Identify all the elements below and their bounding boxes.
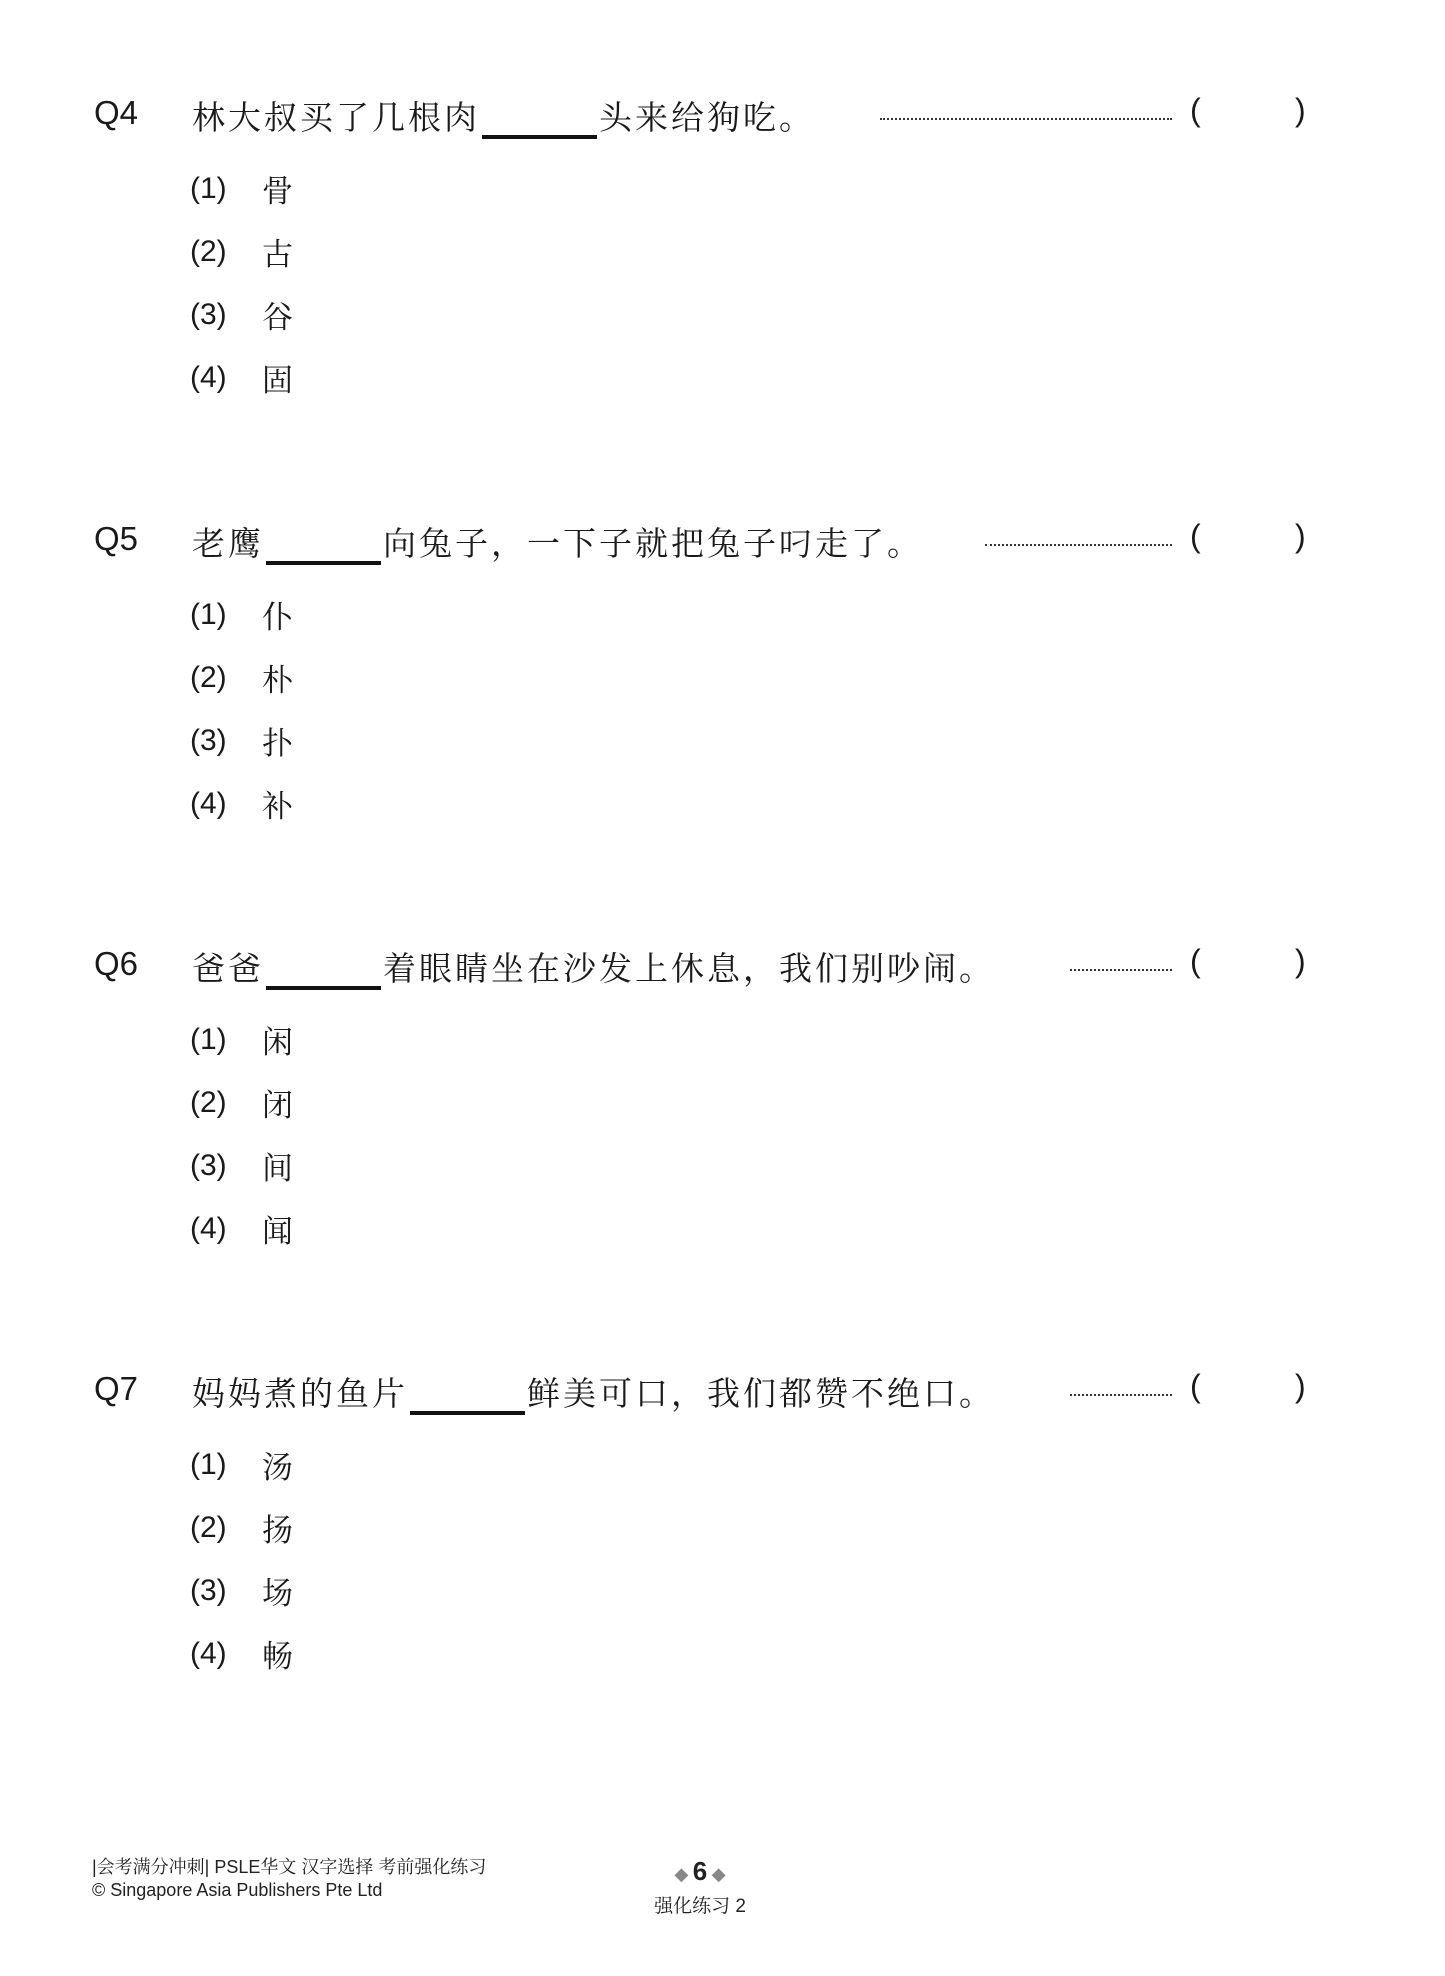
option-character: 扬 (262, 1513, 293, 1549)
dotted-leader (880, 118, 1172, 120)
question-text-after: 鲜美可口，我们都赞不绝口。 (527, 1374, 995, 1413)
question-line (0, 1364, 1445, 1414)
option-character: 汤 (262, 1450, 293, 1486)
option-character: 补 (262, 789, 293, 825)
question-number: Q6 (94, 945, 139, 982)
answer-blank (410, 1377, 525, 1415)
dotted-leader (985, 544, 1172, 546)
question-text-before: 妈妈煮的鱼片 (192, 1374, 408, 1413)
option[interactable] (190, 1568, 293, 1613)
question-number: Q7 (94, 1370, 139, 1407)
answer-paren-close: ) (1295, 943, 1306, 979)
option[interactable] (190, 781, 293, 826)
option-number: (1) (190, 171, 227, 205)
question-text-after: 头来给狗吃。 (599, 98, 815, 137)
option[interactable] (190, 355, 293, 400)
question-text (192, 92, 815, 139)
question-text-after: 着眼睛坐在沙发上休息，我们别吵闹。 (383, 949, 995, 988)
option-number: (3) (190, 723, 227, 757)
option-character: 畅 (262, 1639, 293, 1675)
option[interactable] (190, 1505, 293, 1550)
question-line (0, 939, 1445, 989)
page-number: 6 (692, 1856, 708, 1886)
series-title: |会考满分冲刺| PSLE华文 汉字选择 考前强化练习 (92, 1857, 487, 1877)
option-number: (2) (190, 234, 227, 268)
option-number: (3) (190, 1573, 227, 1607)
answer-paren-close: ) (1295, 1368, 1306, 1404)
option-number: (4) (190, 1636, 227, 1670)
option[interactable] (190, 1631, 293, 1676)
option-character: 谷 (262, 300, 293, 336)
question-text (192, 943, 995, 990)
dotted-leader (1070, 1394, 1172, 1396)
option-number: (3) (190, 1148, 227, 1182)
option-character: 古 (262, 237, 293, 273)
option-number: (2) (190, 1085, 227, 1119)
option-character: 扑 (262, 726, 293, 762)
option[interactable] (190, 1206, 293, 1251)
option-character: 骨 (262, 174, 293, 210)
option-character: 闲 (262, 1025, 293, 1061)
answer-paren-close: ) (1295, 92, 1306, 128)
answer-paren-close: ) (1295, 518, 1306, 554)
option-character: 固 (262, 363, 293, 399)
question-text-before: 爸爸 (192, 949, 264, 988)
option-character: 闻 (262, 1214, 293, 1250)
option[interactable] (190, 718, 293, 763)
question-text (192, 1368, 995, 1415)
option-number: (4) (190, 786, 227, 820)
option-character: 间 (262, 1151, 293, 1187)
option-character: 仆 (262, 600, 293, 636)
diamond-icon: ◆ (711, 1864, 726, 1884)
option[interactable] (190, 655, 293, 700)
copyright: © Singapore Asia Publishers Pte Ltd (92, 1880, 383, 1900)
option[interactable] (190, 229, 293, 274)
option[interactable] (190, 592, 293, 637)
answer-paren-open: ( (1190, 1368, 1201, 1404)
option[interactable] (190, 292, 293, 337)
option-character: 朴 (262, 663, 293, 699)
footer-info (92, 1856, 486, 1902)
option-number: (3) (190, 297, 227, 331)
page-footer-center (600, 1856, 800, 1918)
question-text (192, 518, 923, 565)
question-text-after: 向兔子，一下子就把兔子叼走了。 (383, 524, 923, 563)
answer-blank (482, 101, 597, 139)
answer-paren-open: ( (1190, 943, 1201, 979)
question-number: Q4 (94, 94, 139, 131)
option[interactable] (190, 1442, 293, 1487)
option-number: (4) (190, 360, 227, 394)
option-number: (4) (190, 1211, 227, 1245)
diamond-icon: ◆ (674, 1864, 689, 1884)
question-line (0, 514, 1445, 564)
question-line (0, 88, 1445, 138)
option-character: 闭 (262, 1088, 293, 1124)
option-character: 场 (262, 1576, 293, 1612)
option-number: (2) (190, 1510, 227, 1544)
option-number: (2) (190, 660, 227, 694)
option-number: (1) (190, 1022, 227, 1056)
answer-paren-open: ( (1190, 92, 1201, 128)
section-label: 强化练习 2 (654, 1896, 746, 1917)
option[interactable] (190, 1080, 293, 1125)
option[interactable] (190, 1143, 293, 1188)
dotted-leader (1070, 969, 1172, 971)
answer-blank (266, 952, 381, 990)
option-number: (1) (190, 597, 227, 631)
question-text-before: 林大叔买了几根肉 (192, 98, 480, 137)
answer-blank (266, 527, 381, 565)
question-text-before: 老鹰 (192, 524, 264, 563)
option[interactable] (190, 1017, 293, 1062)
option[interactable] (190, 166, 293, 211)
question-number: Q5 (94, 520, 139, 557)
answer-paren-open: ( (1190, 518, 1201, 554)
option-number: (1) (190, 1447, 227, 1481)
